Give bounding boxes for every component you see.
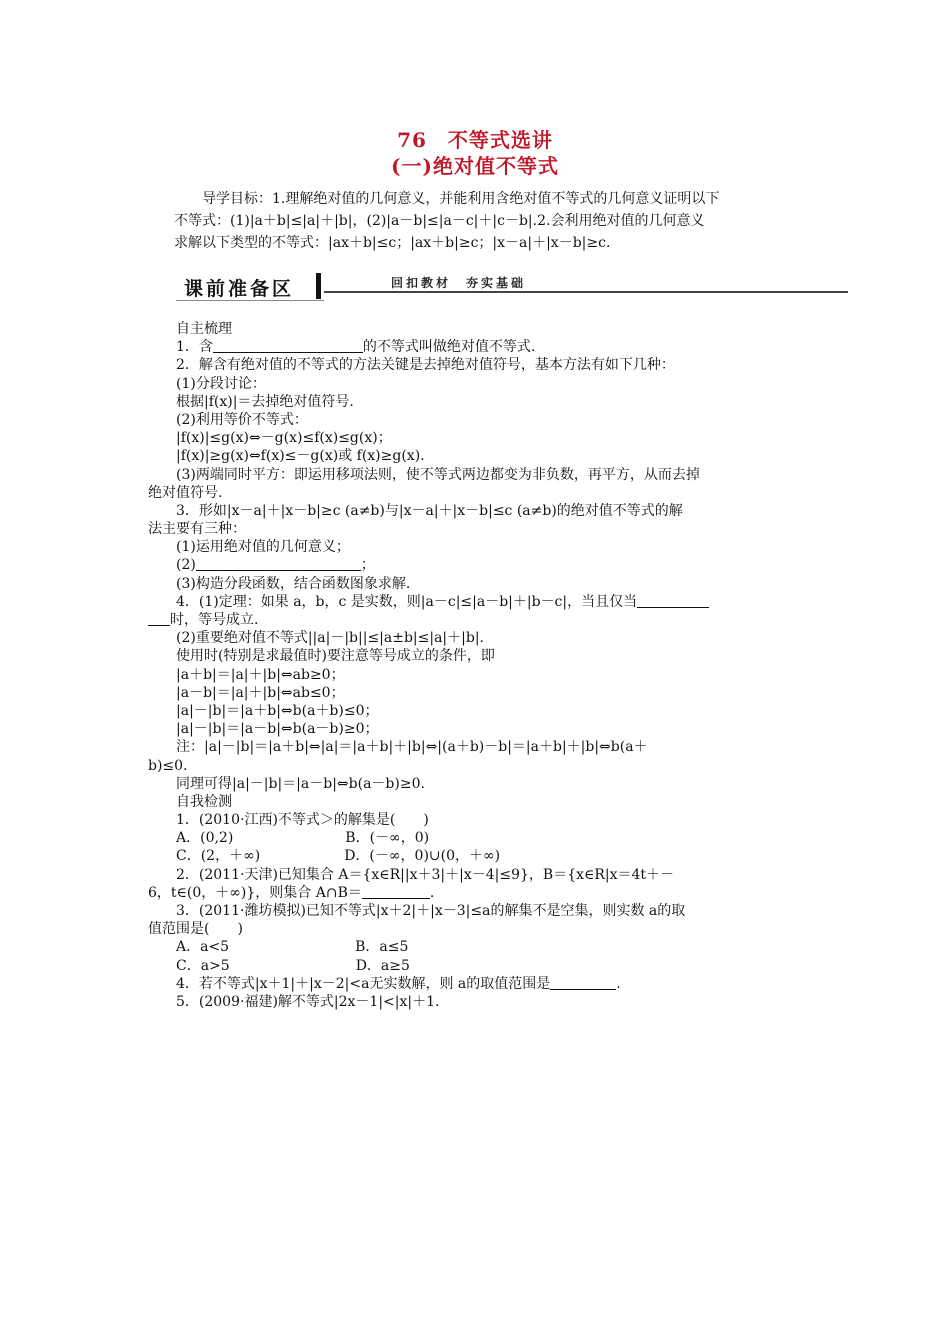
- content-line: [176, 847, 806, 865]
- line-text: 绝对值符号.: [148, 484, 223, 501]
- content-line: [148, 484, 806, 502]
- line-text: 法主要有三种：: [148, 521, 246, 538]
- content-line: [176, 338, 806, 356]
- line-text: 3．形如|x－a|＋|x－b|≥c (a≠b)与|x－a|＋|x－b|≤c (a≠b)的绝对值不等式的解: [176, 502, 683, 519]
- content-line: [176, 429, 806, 447]
- line-text: 1．含: [176, 339, 213, 356]
- fill-in-blank[interactable]: [362, 884, 430, 899]
- line-text: 同理可得|a|－|b|＝|a－b|⇔b(a－b)≥0.: [176, 775, 425, 792]
- banner-rule: [324, 291, 848, 293]
- content-line: [176, 975, 806, 993]
- line-text: |a|－|b|＝|a－b|⇔b(a－b)≥0；: [176, 721, 379, 738]
- line-text: 4．若不等式|x＋1|＋|x－2|<a无实数解，则 a的取值范围是: [176, 975, 551, 992]
- line-text: 根据|f(x)|＝去掉绝对值符号.: [176, 393, 354, 410]
- section-subheading: 回扣教材 夯实基础: [391, 276, 527, 290]
- content-line: [176, 393, 806, 411]
- content-line: [176, 666, 806, 684]
- line-text: A．a<5 B．a≤5: [176, 939, 409, 956]
- line-text: 自我检测: [176, 793, 232, 810]
- line-text: 自主梳理: [176, 321, 232, 337]
- line-text: |f(x)|≤g(x)⇔－g(x)≤f(x)≤g(x)；: [176, 430, 392, 447]
- content-line: [176, 411, 806, 429]
- content-line: [148, 611, 806, 629]
- learning-objectives: [174, 188, 814, 254]
- line-text: 值范围是( ): [148, 921, 243, 938]
- content-line: [176, 447, 806, 465]
- content-line: [176, 684, 806, 702]
- line-text: 使用时(特别是求最值时)要注意等号成立的条件，即: [176, 648, 495, 665]
- content-line: [176, 902, 806, 920]
- line-text: 注：|a|－|b|＝|a＋b|⇔|a|＝|a＋b|＋|b|⇔|(a＋b)－b|＝|a＋b|＋|b|⇔b(a＋: [176, 739, 648, 756]
- line-text: (2): [176, 557, 196, 574]
- content-line: [176, 629, 806, 647]
- content-line: [176, 502, 806, 520]
- line-text: A．(0,2) B．(－∞，0): [176, 830, 430, 847]
- content-line: [148, 920, 806, 938]
- line-text: (2)利用等价不等式：: [176, 411, 308, 428]
- content-line: [176, 320, 806, 338]
- line-text-after: .: [616, 975, 621, 992]
- line-text-after: .: [429, 884, 435, 901]
- line-text: |a＋b|＝|a|＋|b|⇔ab≥0；: [176, 666, 345, 683]
- objectives-line-1: 导学目标：1.理解绝对值的几何意义，并能利用含绝对值不等式的几何意义证明以下: [202, 191, 720, 207]
- fill-in-blank[interactable]: [213, 338, 363, 353]
- content-line: [176, 466, 806, 484]
- line-text: 5．(2009·福建)解不等式|2x－1|<|x|＋1.: [176, 993, 440, 1010]
- content-line: [176, 811, 806, 829]
- banner-underline: [176, 300, 324, 301]
- lesson-subtitle: (一)绝对值不等式: [391, 154, 559, 178]
- line-text: |a－b|＝|a|＋|b|⇔ab≤0；: [176, 684, 345, 701]
- fill-in-blank[interactable]: [637, 593, 709, 608]
- line-text: C．(2，＋∞) D．(－∞，0)∪(0，＋∞): [176, 848, 501, 865]
- line-text-after: 时，等号成立.: [170, 612, 259, 628]
- content-line: [176, 993, 806, 1011]
- content-line: [176, 738, 806, 756]
- objectives-line-3: 求解以下类型的不等式：|ax＋b|≤c；|ax＋b|≥c；|x－a|＋|x－b|≥c.: [174, 235, 611, 251]
- section-banner: [176, 272, 848, 302]
- line-text: C．a>5 D．a≥5: [176, 957, 410, 974]
- content-line: [176, 538, 806, 556]
- content-line: [176, 593, 806, 611]
- content-line: [148, 884, 806, 902]
- line-text: (3)两端同时平方：即运用移项法则，使不等式两边都变为非负数，再平方，从而去掉: [176, 466, 700, 483]
- content-line: [176, 702, 806, 720]
- content-line: [148, 757, 806, 775]
- line-text: (1)运用绝对值的几何意义；: [176, 539, 350, 556]
- fill-in-blank[interactable]: [196, 556, 361, 571]
- content-line: [176, 575, 806, 593]
- banner-divider: [316, 273, 321, 299]
- content-line: [176, 556, 806, 574]
- lesson-title: 76 不等式选讲: [397, 128, 553, 152]
- line-text: |f(x)|≥g(x)⇔f(x)≤－g(x)或 f(x)≥g(x).: [176, 448, 425, 465]
- section-heading: 课前准备区: [184, 278, 295, 300]
- line-text: b)≤0.: [148, 757, 188, 774]
- line-text: (3)构造分段函数，结合函数图象求解.: [176, 575, 411, 592]
- content-body: [148, 320, 806, 1011]
- objectives-line-2: 不等式：(1)|a＋b|≤|a|＋|b|，(2)|a－b|≤|a－c|＋|c－b|.2.会利用绝对值的几何意义: [174, 213, 705, 229]
- line-text: 4．(1)定理：如果 a，b，c 是实数，则|a－c|≤|a－b|＋|b－c|，当且仅当: [176, 593, 638, 610]
- fill-in-blank[interactable]: [148, 611, 170, 626]
- content-line: [176, 356, 806, 374]
- line-text: 1．(2010·江西)不等式＞的解集是( ): [176, 812, 429, 829]
- content-line: [176, 775, 806, 793]
- content-line: [176, 793, 806, 811]
- content-line: [148, 520, 806, 538]
- line-text: 2．(2011·天津)已知集合 A＝{x∈R||x＋3|＋|x－4|≤9}，B＝{x∈R|x＝4t＋－: [176, 866, 675, 883]
- content-line: [176, 720, 806, 738]
- content-line: [176, 375, 806, 393]
- line-text: |a|－|b|＝|a＋b|⇔b(a＋b)≤0；: [176, 702, 379, 719]
- line-text: (2)重要绝对值不等式||a|－|b||≤|a±b|≤|a|＋|b|.: [176, 630, 484, 647]
- line-text-after: 的不等式叫做绝对值不等式.: [362, 339, 536, 356]
- content-line: [176, 938, 806, 956]
- content-line: [176, 957, 806, 975]
- content-line: [176, 647, 806, 665]
- line-text: (1)分段讨论：: [176, 375, 266, 392]
- content-line: [176, 829, 806, 847]
- line-text: 3．(2011·潍坊模拟)已知不等式|x＋2|＋|x－3|≤a的解集不是空集，则实数 a的取: [176, 903, 686, 919]
- fill-in-blank[interactable]: [550, 975, 616, 990]
- line-text-after: ；: [360, 557, 375, 574]
- content-line: [176, 866, 806, 884]
- line-text: 2．解含有绝对值的不等式的方法关键是去掉绝对值符号，基本方法有如下几种：: [176, 357, 675, 374]
- line-text: 6，t∈(0，＋∞)}，则集合 A∩B＝: [148, 884, 362, 901]
